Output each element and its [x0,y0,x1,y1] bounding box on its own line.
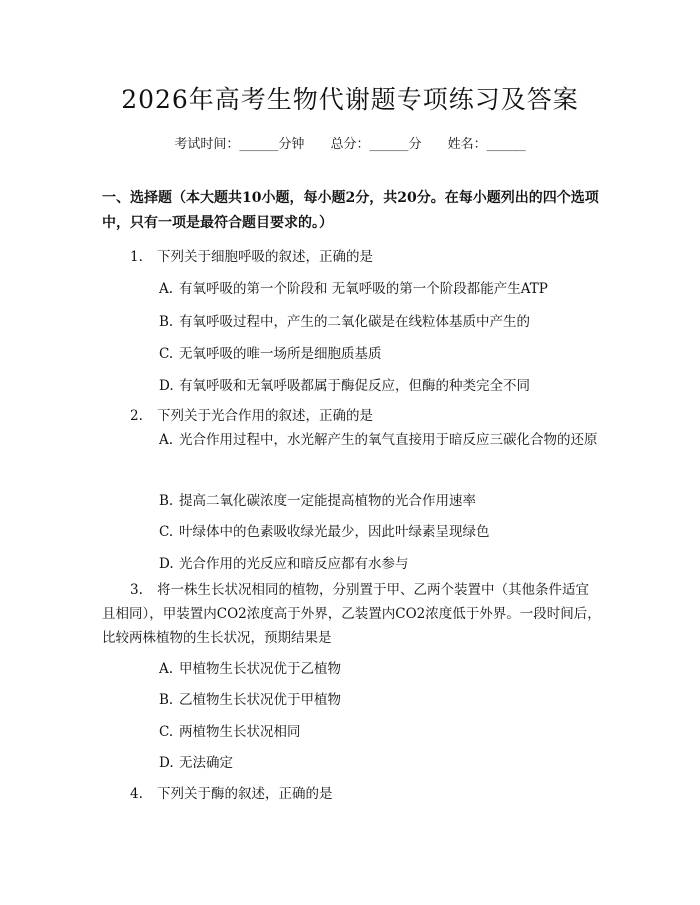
option-text: 提高二氧化碳浓度一定能提高植物的光合作用速率 [179,493,476,509]
question-1-option-d [159,374,530,394]
option-text: 光合作用过程中，水光解产生的氧气直接用于暗反应三碳化合物的还原 [179,432,598,448]
question-number: 4. [130,786,143,802]
question-1-option-b [159,310,530,330]
option-letter: C. [159,724,174,740]
option-letter: D. [159,755,174,771]
option-letter: A. [159,281,174,297]
question-2 [130,404,373,424]
option-text: 有氧呼吸过程中，产生的二氧化碳是在线粒体基质中产生的 [179,314,530,330]
option-text: 乙植物生长状况优于甲植物 [179,692,341,708]
exam-time: 考试时间：______分钟 [174,137,305,152]
option-text: 无氧呼吸的唯一场所是细胞质基质 [179,346,382,362]
option-text: 光合作用的光反应和暗反应都有水参与 [179,556,409,572]
option-letter: D. [159,556,174,572]
question-number: 2. [130,408,143,424]
section-heading: 一、选择题（本大题共10小题，每小题2分，共20分。在每小题列出的四个选项中，只有一项是最符合题目要求的。） [102,190,599,231]
option-letter: B. [159,692,174,708]
option-letter: B. [159,493,174,509]
question-3 [102,578,602,650]
question-2-option-c [159,520,490,540]
option-text: 甲植物生长状况优于乙植物 [179,661,341,677]
question-2-option-b [159,489,476,509]
document-title: 2026年高考生物代谢题专项练习及答案 [121,85,579,114]
option-letter: D. [159,378,174,394]
question-3-option-d [159,751,233,771]
question-1 [130,245,373,265]
question-number: 1. [130,249,143,265]
question-3-option-c [159,720,301,740]
question-number: 3. [130,582,143,598]
question-1-option-a [159,277,548,297]
exam-score: 总分：______分 [330,137,422,152]
exam-meta [0,133,700,152]
student-name: 姓名：______ [447,137,526,152]
option-letter: C. [159,524,174,540]
question-stem: 将一株生长状况相同的植物，分别置于甲、乙两个装置中（其他条件适宜且相同），甲装置内CO2浓度高于外界，乙装置内CO2浓度低于外界。一段时间后，比较两株植物的生长状况，预期结果是 [102,582,601,646]
option-text: 无法确定 [179,755,233,771]
question-2-option-d [159,552,409,572]
option-text: 有氧呼吸的第一个阶段和 无氧呼吸的第一个阶段都能产生ATP [179,281,548,297]
question-stem: 下列关于酶的叙述，正确的是 [157,786,333,802]
question-stem: 下列关于光合作用的叙述，正确的是 [157,408,373,424]
question-2-option-a [102,428,602,452]
option-letter: C. [159,346,174,362]
option-letter: B. [159,314,174,330]
option-letter: A. [159,432,174,448]
question-3-option-b [159,688,341,708]
question-stem: 下列关于细胞呼吸的叙述，正确的是 [157,249,373,265]
option-letter: A. [159,661,174,677]
option-text: 两植物生长状况相同 [179,724,301,740]
question-4 [130,782,333,802]
option-text: 叶绿体中的色素吸收绿光最少，因此叶绿素呈现绿色 [179,524,490,540]
question-1-option-c [159,342,382,362]
question-3-option-a [159,657,341,677]
option-text: 有氧呼吸和无氧呼吸都属于酶促反应，但酶的种类完全不同 [179,378,530,394]
